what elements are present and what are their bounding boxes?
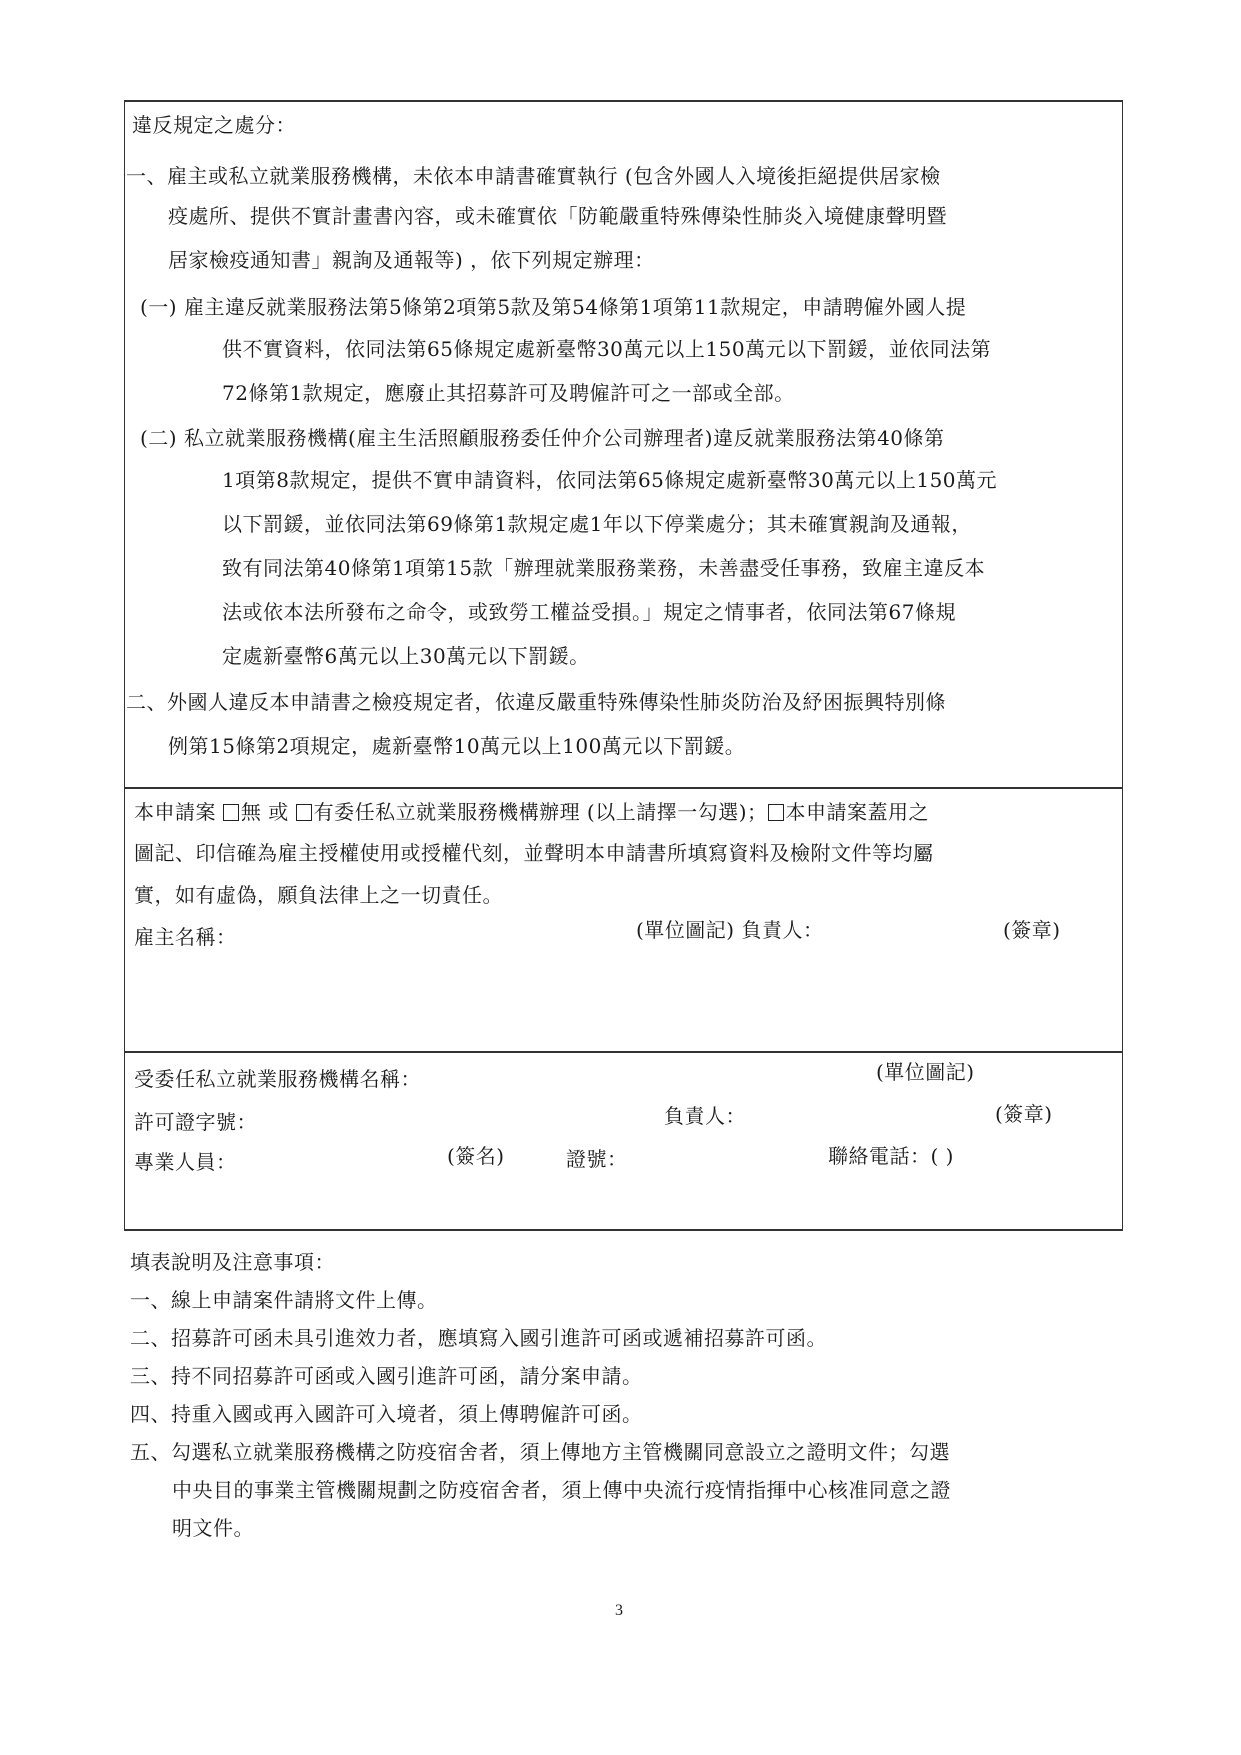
penalty-sub-2-line-3: 以下罰鍰，並依同法第69條第1款規定處1年以下停業處分；其未確實親詢及通報，	[222, 512, 972, 536]
page-number: 3	[615, 1602, 623, 1619]
agency-signature-label: (簽章)	[995, 1102, 1053, 1126]
note-item-2: 二、招募許可函未具引進效力者，應填寫入國引進許可函或遞補招募許可函。	[130, 1326, 827, 1350]
penalty-item-1-line-2: 疫處所、提供不實計畫書內容，或未確實依「防範嚴重特殊傳染性肺炎入境健康聲明暨	[168, 204, 947, 228]
penalty-sub-1-line-3: 72條第1款規定，應廢止其招募許可及聘僱許可之一部或全部。	[222, 381, 795, 405]
note-item-4: 四、持重入國或再入國許可入境者，須上傳聘僱許可函。	[130, 1402, 643, 1426]
note-item-5-line-2: 中央目的事業主管機關規劃之防疫宿舍者，須上傳中央流行疫情指揮中心核准同意之證	[172, 1478, 951, 1502]
penalty-sub-2-line-1: (二) 私立就業服務機構(雇主生活照顧服務委任仲介公司辦理者)違反就業服務法第40條第	[140, 426, 945, 450]
penalties-heading: 違反規定之處分：	[132, 113, 296, 137]
staff-sign-name-label: (簽名)	[447, 1144, 505, 1168]
penalty-sub-2-line-6: 定處新臺幣6萬元以上30萬元以下罰鍰。	[222, 644, 590, 668]
declaration-line-3: 實，如有虛偽，願負法律上之一切責任。	[134, 883, 503, 907]
checkbox-agency[interactable]	[296, 804, 312, 821]
penalty-item-2-line-2: 例第15條第2項規定，處新臺幣10萬元以上100萬元以下罰鍰。	[168, 734, 746, 758]
note-item-3: 三、持不同招募許可函或入國引進許可函，請分案申請。	[130, 1364, 643, 1388]
option-none-label: 無	[240, 800, 262, 824]
or-text: 或	[268, 800, 289, 824]
declaration-prefix: 本申請案	[134, 800, 216, 824]
checkbox-no-agency[interactable]	[223, 804, 239, 821]
license-number-label: 許可證字號：	[134, 1110, 257, 1134]
penalty-sub-2-line-5: 法或依本法所發布之命令，或致勞工權益受損。」規定之情事者，依同法第67條規	[222, 600, 956, 624]
option-seal-label: 本申請案蓋用之	[785, 800, 930, 824]
certificate-number-label: 證號：	[566, 1147, 628, 1171]
note-item-1: 一、線上申請案件請將文件上傳。	[130, 1288, 438, 1312]
employer-unit-seal-label: (單位圖記) 負責人：	[636, 918, 824, 942]
declaration-section	[124, 789, 1123, 1053]
checkbox-seal-authorized[interactable]	[768, 804, 784, 821]
penalty-item-1-line-3: 居家檢疫通知書」親詢及通報等) ，依下列規定辦理：	[168, 248, 655, 272]
notes-heading: 填表說明及注意事項：	[130, 1250, 335, 1274]
penalty-item-2-line-1: 二、外國人違反本申請書之檢疫規定者，依違反嚴重特殊傳染性肺炎防治及紓困振興特別條	[126, 690, 946, 714]
penalty-sub-2-line-2: 1項第8款規定，提供不實申請資料，依同法第65條規定處新臺幣30萬元以上150萬元	[222, 468, 998, 492]
employer-signature-label: (簽章)	[1003, 918, 1061, 942]
penalty-sub-2-line-4: 致有同法第40條第1項第15款「辦理就業服務業務，未善盡受任事務，致雇主違反本	[222, 556, 986, 580]
declaration-line-2: 圖記、印信確為雇主授權使用或授權代刻，並聲明本申請書所填寫資料及檢附文件等均屬	[134, 841, 934, 865]
penalty-sub-1-line-2: 供不實資料，依同法第65條規定處新臺幣30萬元以上150萬元以下罰鍰，並依同法第	[222, 337, 992, 361]
employer-name-label: 雇主名稱：	[134, 925, 237, 949]
penalty-item-1-line-1: 一、雇主或私立就業服務機構，未依本申請書確實執行 (包含外國人入境後拒絕提供居家檢	[126, 164, 941, 188]
contact-phone-label: 聯絡電話：( )	[828, 1144, 954, 1168]
note-item-5-line-3: 明文件。	[172, 1516, 254, 1540]
agency-name-label: 受委任私立就業服務機構名稱：	[134, 1067, 421, 1091]
penalty-sub-1-line-1: (一) 雇主違反就業服務法第5條第2項第5款及第54條第1項第11款規定，申請聘僱外國人提	[140, 295, 967, 319]
professional-staff-label: 專業人員：	[134, 1150, 237, 1174]
declaration-line-1	[134, 800, 929, 824]
agency-unit-seal-label: (單位圖記)	[876, 1060, 975, 1084]
note-item-5-line-1: 五、勾選私立就業服務機構之防疫宿舍者，須上傳地方主管機關同意設立之證明文件；勾選	[130, 1440, 950, 1464]
option-agency-label: 有委任私立就業服務機構辦理 (以上請擇一勾選)；	[313, 800, 768, 824]
agency-person-in-charge-label: 負責人：	[664, 1104, 746, 1128]
